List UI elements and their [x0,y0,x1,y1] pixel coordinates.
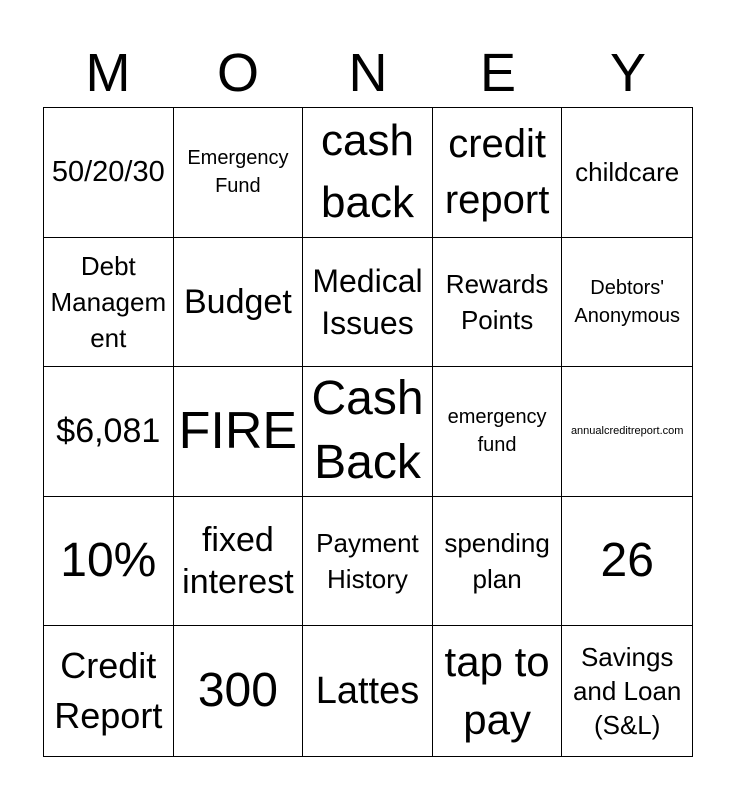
bingo-cell[interactable] [433,238,563,368]
bingo-cell[interactable] [44,367,174,497]
cell-text: FIRE [178,402,298,461]
cell-text: 26 [600,534,654,588]
cell-text: 10% [60,534,157,588]
bingo-cell[interactable] [303,238,433,368]
cell-text: Budget [184,282,292,321]
header-letter-n: N [348,43,388,103]
bingo-cell[interactable] [562,367,692,497]
cell-text: annualcreditreport.com [570,425,684,438]
cell-text: credit report [444,122,550,223]
bingo-cell[interactable] [433,367,563,497]
bingo-cell[interactable] [303,626,433,756]
cell-text: Credit Report [54,645,163,737]
cell-text: 50/20/30 [51,156,165,189]
bingo-cell[interactable] [174,108,304,238]
cell-text: cash back [321,116,414,228]
cell-text: Lattes [315,670,420,713]
header-letter-e: E [479,43,517,103]
cell-text: $6,081 [56,412,161,451]
cell-text: Emergency Fund [187,147,289,198]
cell-text: Medical Issues [312,262,423,341]
header-letter-m: M [85,43,131,103]
bingo-cell[interactable] [174,497,304,627]
bingo-cell[interactable] [44,497,174,627]
bingo-cell[interactable] [562,626,692,756]
bingo-cell[interactable] [44,108,174,238]
cell-text: Rewards Points [445,268,549,335]
bingo-cell[interactable] [174,238,304,368]
cell-text: Debt Management [50,250,167,353]
bingo-cell[interactable] [44,626,174,756]
cell-text: Cash Back [311,372,424,490]
bingo-cell[interactable] [433,108,563,238]
bingo-board [43,107,693,757]
cell-text: Savings and Loan (S&L) [572,642,682,741]
cell-text: Debtors' Anonymous [574,276,680,327]
cell-text: emergency fund [447,406,547,457]
header-letter-o: O [216,43,259,103]
bingo-header [43,40,693,106]
bingo-cell[interactable] [44,238,174,368]
bingo-cell[interactable] [303,367,433,497]
bingo-cell[interactable] [562,238,692,368]
cell-text: tap to pay [444,638,550,744]
bingo-cell[interactable] [433,626,563,756]
bingo-cell[interactable] [562,497,692,627]
cell-text: childcare [575,157,680,188]
bingo-cell[interactable] [562,108,692,238]
bingo-cell[interactable] [303,497,433,627]
bingo-cell[interactable] [433,497,563,627]
bingo-cell[interactable] [174,626,304,756]
cell-text: spending plan [444,528,550,595]
bingo-cell[interactable] [303,108,433,238]
cell-text: 300 [197,664,278,718]
cell-text: Payment History [316,528,419,595]
bingo-cell[interactable] [174,367,304,497]
header-letter-y: Y [609,43,647,103]
cell-text: fixed interest [182,521,294,602]
